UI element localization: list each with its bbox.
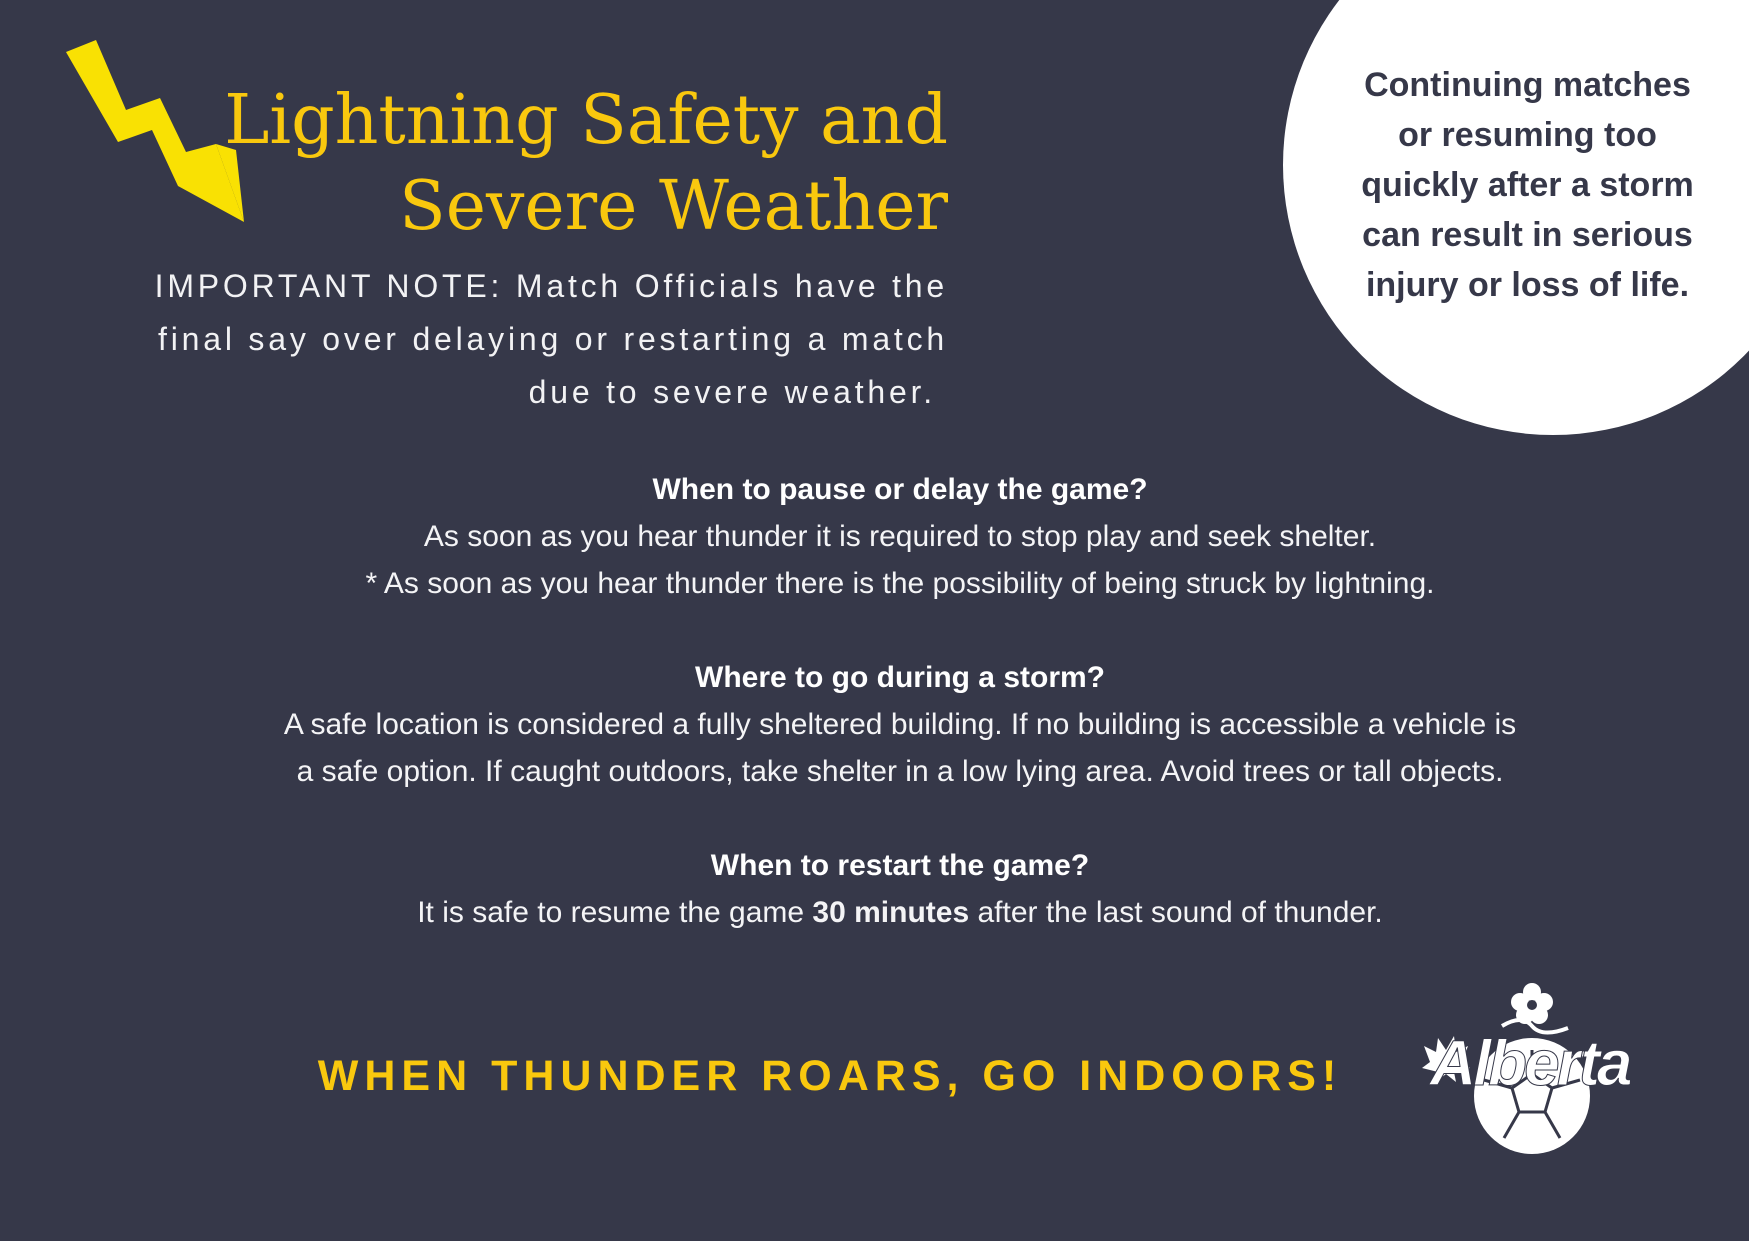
restart-text-after: after the last sound of thunder. [969,896,1383,929]
section-where-line-2: a safe option. If caught outdoors, take shelter in a low lying area. Avoid trees or tall objects. [296,755,1504,788]
section-restart [100,842,1700,936]
section-restart-line [100,889,1700,936]
restart-text-before: It is safe to resume the game [417,896,813,929]
warning-line-5: injury or loss of life. [1365,266,1690,304]
warning-line-2: or resuming too [1398,116,1657,154]
note-line-3: due to severe weather. [528,374,936,410]
slogan: WHEN THUNDER ROARS, GO INDOORS! [317,1052,1343,1100]
title-line-2: Severe Weather [399,167,948,246]
section-restart-question: When to restart the game? [710,849,1090,882]
warning-line-1: Continuing matches [1364,66,1691,104]
title-line-1: Lightning Safety and [224,81,948,160]
note-line-2: final say over delaying or restarting a match [158,321,948,357]
restart-emphasis: 30 minutes [812,896,970,929]
important-note [60,260,948,419]
section-pause-line-2: * As soon as you hear thunder there is the possibility of being struck by lightning. [365,567,1435,600]
section-pause [100,466,1700,607]
section-where-line-1: A safe location is considered a fully sheltered building. If no building is accessible a vehicle is [283,708,1517,741]
section-where [100,654,1700,795]
warning-line-4: can result in serious [1362,216,1693,254]
section-pause-line-1: As soon as you hear thunder it is required to stop play and seek shelter. [423,520,1377,553]
warning-text [1290,60,1749,310]
warning-line-3: quickly after a storm [1361,166,1694,204]
note-line-1: IMPORTANT NOTE: Match Officials have the [154,268,948,304]
section-pause-question: When to pause or delay the game? [652,473,1148,506]
page-title [140,78,948,250]
logo-wordmark: Alberta [1430,1027,1630,1099]
section-where-question: Where to go during a storm? [695,661,1105,694]
